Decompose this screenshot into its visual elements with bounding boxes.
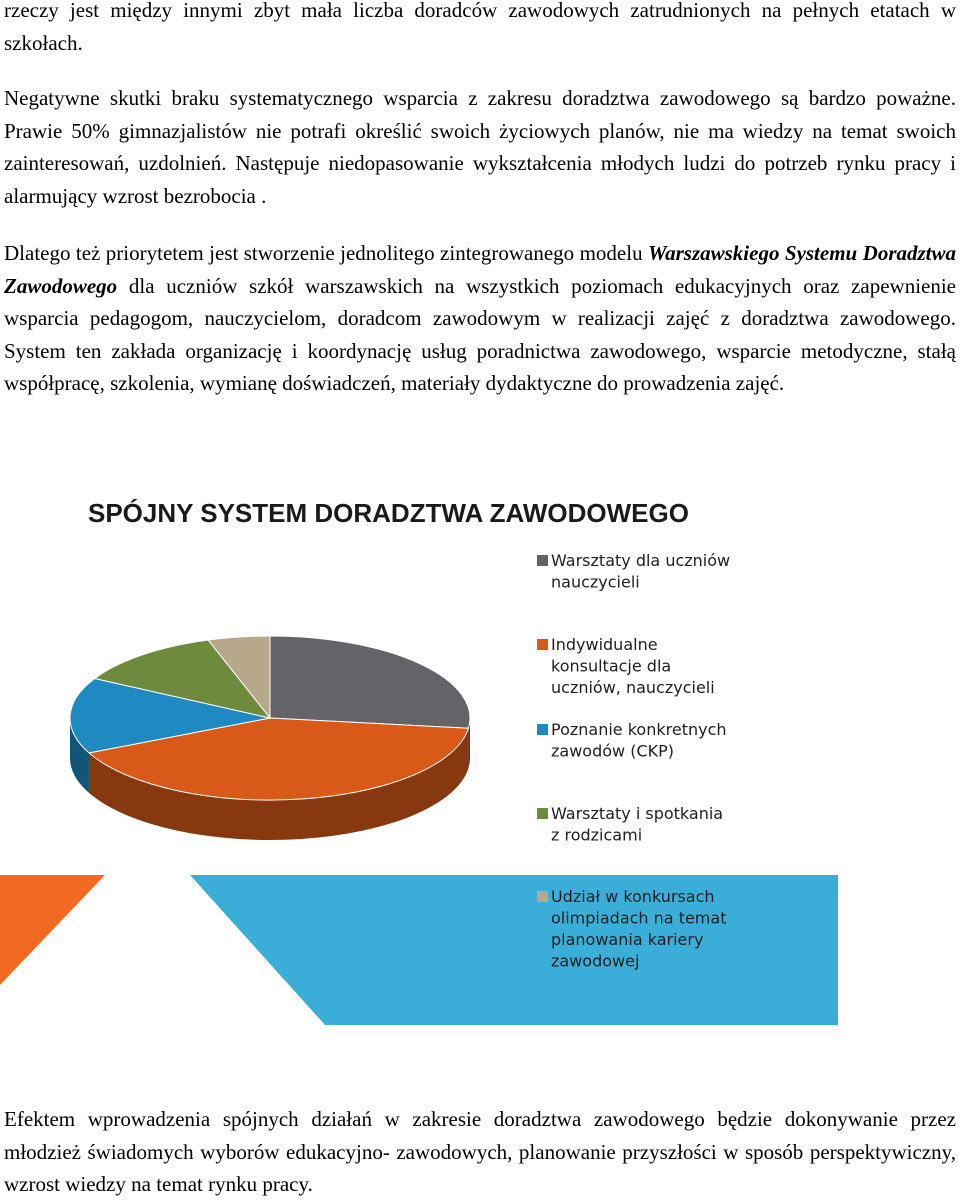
- legend-label-2-line-3: uczniów, nauczycieli: [551, 678, 715, 697]
- legend-label-5-line-1: Udział w konkursach: [551, 887, 715, 906]
- legend-swatch-5: [537, 891, 548, 902]
- chart-figure: [0, 480, 960, 1040]
- legend-label-4-line-1: Warsztaty i spotkania: [551, 804, 724, 823]
- legend-label-2-line-2: konsultacje dla: [551, 656, 672, 676]
- decor-orange-shape: [0, 875, 105, 985]
- paragraph-negative-effects: Negatywne skutki braku systematycznego wsparcia z zakresu doradztwa zawodowego są bardzo poważne. Prawie 50% gimnazjalistów nie potrafi określić swoich życiowych planów, nie ma wiedzy na temat swoich zainteresowań, uzdolnień. Następuje niedopasowanie wykształcenia młodych ludzi do potrzeb rynku pracy i alarmujący wzrost bezrobocia .: [4, 86, 956, 208]
- paragraph-priority-start: Dlatego też priorytetem jest stworzenie jednolitego zintegrowanego modelu: [4, 241, 648, 265]
- legend-label-4-line-2: z rodzicami: [551, 825, 643, 845]
- pie-slices: [70, 636, 470, 840]
- legend-label-5-line-3: planowania kariery: [551, 930, 704, 949]
- pie-slice-1: [270, 636, 470, 728]
- legend-swatch-2: [537, 639, 548, 650]
- legend-swatch-1: [537, 555, 548, 566]
- legend-label-5-line-2: olimpiadach na temat: [551, 908, 727, 928]
- legend-label-2-line-1: Indywidualne: [551, 635, 658, 654]
- legend-label-5-line-4: zawodowej: [551, 951, 640, 971]
- legend-swatch-4: [537, 808, 548, 819]
- chart-legend: [537, 551, 730, 971]
- paragraph-intro: rzeczy jest między innymi zbyt mała liczba doradców zawodowych zatrudnionych na pełnych etatach w szkołach.: [4, 0, 956, 55]
- paragraph-priority-end: dla uczniów szkół warszawskich na wszystkich poziomach edukacyjnych oraz zapewnienie wsparcia pedagogom, nauczycielom, doradcom zawodowym w realizacji zajęć z doradztwa zawodowego. System ten zakłada organizację i koordynację usług poradnictwa zawodowego, wsparcie metodyczne, stałą współpracę, szkolenia, wymianę doświadczeń, materiały dydaktyczne do prowadzenia zajęć.: [4, 273, 956, 395]
- legend-swatch-3: [537, 724, 548, 735]
- system-name-emphasis: Warszawskiego Systemu Doradztwa Zawodowego: [4, 241, 956, 298]
- pie-chart: [0, 480, 960, 1040]
- legend-label-3-line-1: Poznanie konkretnych: [551, 720, 727, 739]
- chart-title: SPÓJNY SYSTEM DORADZTWA ZAWODOWEGO: [88, 498, 689, 528]
- legend-label-1-line-1: Warsztaty dla uczniów: [551, 551, 731, 570]
- paragraph-priority: [4, 237, 956, 400]
- legend-label-3-line-2: zawodów (CKP): [551, 741, 674, 761]
- legend-label-1-line-2: nauczycieli: [551, 572, 640, 592]
- decor-blue-shape: [190, 875, 838, 1025]
- paragraph-conclusion: Efektem wprowadzenia spójnych działań w zakresie doradztwa zawodowego będzie dokonywanie przez młodzież świadomych wyborów edukacyjno- zawodowych, planowanie przyszłości w sposób perspektywiczny, wzrost wiedzy na temat rynku pracy.: [4, 1107, 956, 1196]
